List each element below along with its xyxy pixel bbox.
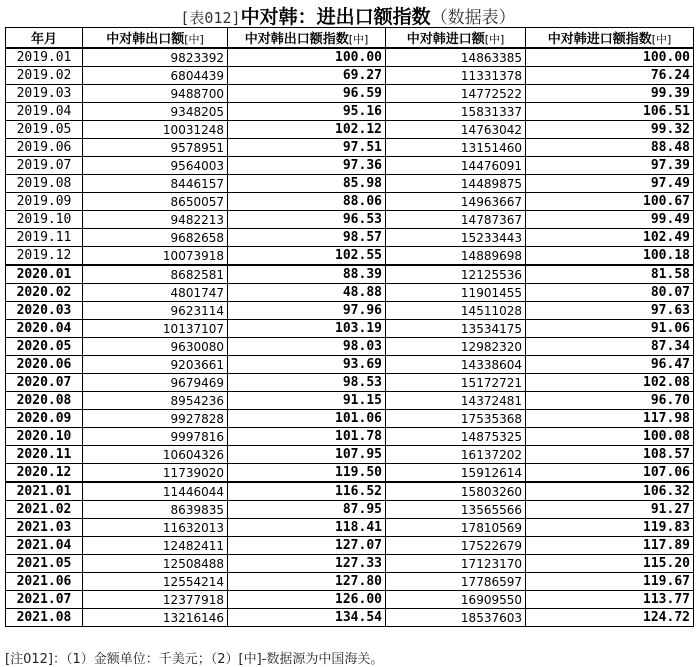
import-cell: 15172721 — [386, 374, 526, 392]
import-index-cell: 102.49 — [526, 229, 694, 247]
import-cell: 17786597 — [386, 573, 526, 591]
table-row — [6, 175, 694, 193]
month-cell: 2020.02 — [6, 284, 83, 302]
table-row — [6, 229, 694, 247]
import-index-cell: 107.06 — [526, 464, 694, 483]
month-cell: 2021.02 — [6, 501, 83, 519]
export-cell: 6804439 — [83, 67, 228, 85]
import-cell: 15912614 — [386, 464, 526, 483]
month-cell: 2021.04 — [6, 537, 83, 555]
import-cell: 14963667 — [386, 193, 526, 211]
import-index-cell: 113.77 — [526, 591, 694, 609]
import-cell: 14772522 — [386, 85, 526, 103]
import-index-cell: 91.06 — [526, 320, 694, 338]
month-cell: 2021.01 — [6, 482, 83, 501]
import-index-cell: 102.08 — [526, 374, 694, 392]
import-cell: 14787367 — [386, 211, 526, 229]
export-index-cell: 87.95 — [228, 501, 386, 519]
import-cell: 13565566 — [386, 501, 526, 519]
import-cell: 12125536 — [386, 265, 526, 284]
import-cell: 16137202 — [386, 446, 526, 464]
import-index-cell: 117.98 — [526, 410, 694, 428]
month-cell: 2019.06 — [6, 139, 83, 157]
import-cell: 11331378 — [386, 67, 526, 85]
export-cell: 8639835 — [83, 501, 228, 519]
table-row — [6, 211, 694, 229]
table-row — [6, 48, 694, 67]
month-cell: 2019.08 — [6, 175, 83, 193]
month-cell: 2020.10 — [6, 428, 83, 446]
export-index-cell: 93.69 — [228, 356, 386, 374]
import-index-cell: 99.32 — [526, 121, 694, 139]
import-cell: 14338604 — [386, 356, 526, 374]
export-index-cell: 91.15 — [228, 392, 386, 410]
month-cell: 2020.01 — [6, 265, 83, 284]
header-export: 中对韩出口额[中] — [83, 28, 228, 49]
export-index-cell: 97.96 — [228, 302, 386, 320]
month-cell: 2021.05 — [6, 555, 83, 573]
month-cell: 2019.07 — [6, 157, 83, 175]
month-cell: 2019.12 — [6, 247, 83, 266]
import-cell: 14863385 — [386, 48, 526, 67]
import-cell: 14763042 — [386, 121, 526, 139]
import-index-cell: 87.34 — [526, 338, 694, 356]
export-cell: 11446044 — [83, 482, 228, 501]
export-index-cell: 88.39 — [228, 265, 386, 284]
export-index-cell: 48.88 — [228, 284, 386, 302]
table-row — [6, 555, 694, 573]
import-index-cell: 76.24 — [526, 67, 694, 85]
import-index-cell: 106.51 — [526, 103, 694, 121]
table-row — [6, 446, 694, 464]
month-cell: 2019.03 — [6, 85, 83, 103]
export-cell: 4801747 — [83, 284, 228, 302]
month-cell: 2021.06 — [6, 573, 83, 591]
table-row — [6, 193, 694, 211]
table-row — [6, 464, 694, 483]
export-index-cell: 97.36 — [228, 157, 386, 175]
import-cell: 11901455 — [386, 284, 526, 302]
import-index-cell: 108.57 — [526, 446, 694, 464]
import-cell: 13534175 — [386, 320, 526, 338]
export-cell: 10031248 — [83, 121, 228, 139]
table-body — [6, 48, 694, 627]
export-index-cell: 127.80 — [228, 573, 386, 591]
export-cell: 9927828 — [83, 410, 228, 428]
month-cell: 2020.11 — [6, 446, 83, 464]
table-row — [6, 392, 694, 410]
export-index-cell: 95.16 — [228, 103, 386, 121]
export-index-cell: 98.03 — [228, 338, 386, 356]
month-cell: 2021.08 — [6, 609, 83, 627]
export-index-cell: 103.19 — [228, 320, 386, 338]
export-index-cell: 126.00 — [228, 591, 386, 609]
import-index-cell: 97.49 — [526, 175, 694, 193]
export-cell: 9679469 — [83, 374, 228, 392]
import-index-cell: 80.07 — [526, 284, 694, 302]
month-cell: 2019.05 — [6, 121, 83, 139]
import-index-cell: 96.70 — [526, 392, 694, 410]
import-cell: 15831337 — [386, 103, 526, 121]
export-index-cell: 116.52 — [228, 482, 386, 501]
import-index-cell: 100.00 — [526, 48, 694, 67]
import-cell: 13151460 — [386, 139, 526, 157]
import-index-cell: 91.27 — [526, 501, 694, 519]
export-index-cell: 96.59 — [228, 85, 386, 103]
table-row — [6, 103, 694, 121]
export-index-cell: 96.53 — [228, 211, 386, 229]
month-cell: 2020.12 — [6, 464, 83, 483]
export-cell: 9823392 — [83, 48, 228, 67]
month-cell: 2019.10 — [6, 211, 83, 229]
table-row — [6, 482, 694, 501]
export-index-cell: 102.12 — [228, 121, 386, 139]
export-index-cell: 69.27 — [228, 67, 386, 85]
import-cell: 14889698 — [386, 247, 526, 266]
export-index-cell: 134.54 — [228, 609, 386, 627]
month-cell: 2020.06 — [6, 356, 83, 374]
table-row — [6, 139, 694, 157]
export-cell: 12554214 — [83, 573, 228, 591]
month-cell: 2019.02 — [6, 67, 83, 85]
export-cell: 10604326 — [83, 446, 228, 464]
header-import: 中对韩进口额[中] — [386, 28, 526, 49]
export-index-cell: 101.78 — [228, 428, 386, 446]
import-index-cell: 124.72 — [526, 609, 694, 627]
month-cell: 2020.08 — [6, 392, 83, 410]
export-index-cell: 102.55 — [228, 247, 386, 266]
export-index-cell: 100.00 — [228, 48, 386, 67]
export-cell: 9578951 — [83, 139, 228, 157]
month-cell: 2020.03 — [6, 302, 83, 320]
header-export-index: 中对韩出口额指数[中] — [228, 28, 386, 49]
table-row — [6, 302, 694, 320]
month-cell: 2020.04 — [6, 320, 83, 338]
import-cell: 17535368 — [386, 410, 526, 428]
month-cell: 2019.01 — [6, 48, 83, 67]
export-cell: 9564003 — [83, 157, 228, 175]
month-cell: 2020.09 — [6, 410, 83, 428]
export-cell: 10137107 — [83, 320, 228, 338]
export-cell: 12377918 — [83, 591, 228, 609]
export-index-cell: 127.33 — [228, 555, 386, 573]
export-index-cell: 127.07 — [228, 537, 386, 555]
table-row — [6, 265, 694, 284]
export-cell: 12482411 — [83, 537, 228, 555]
table-main-title: 中对韩：进出口额指数 — [240, 6, 431, 28]
header-import-index: 中对韩进口额指数[中] — [526, 28, 694, 49]
import-index-cell: 97.63 — [526, 302, 694, 320]
import-cell: 15233443 — [386, 229, 526, 247]
table-row — [6, 573, 694, 591]
import-cell: 14372481 — [386, 392, 526, 410]
table-row — [6, 121, 694, 139]
table-tag: [表012] — [180, 9, 241, 27]
export-cell: 11632013 — [83, 519, 228, 537]
month-cell: 2019.04 — [6, 103, 83, 121]
table-row — [6, 501, 694, 519]
export-index-cell: 85.98 — [228, 175, 386, 193]
table-row — [6, 247, 694, 266]
export-index-cell: 88.06 — [228, 193, 386, 211]
month-cell: 2020.07 — [6, 374, 83, 392]
export-cell: 10073918 — [83, 247, 228, 266]
export-index-cell: 98.53 — [228, 374, 386, 392]
import-index-cell: 81.58 — [526, 265, 694, 284]
export-cell: 9630080 — [83, 338, 228, 356]
table-subtitle: （数据表） — [430, 8, 516, 28]
import-cell: 14875325 — [386, 428, 526, 446]
trade-index-table — [5, 27, 694, 627]
import-index-cell: 96.47 — [526, 356, 694, 374]
import-index-cell: 100.18 — [526, 247, 694, 266]
export-cell: 11739020 — [83, 464, 228, 483]
table-row — [6, 157, 694, 175]
import-index-cell: 119.83 — [526, 519, 694, 537]
import-index-cell: 100.08 — [526, 428, 694, 446]
table-row — [6, 85, 694, 103]
export-index-cell: 119.50 — [228, 464, 386, 483]
import-cell: 17123170 — [386, 555, 526, 573]
table-title — [0, 2, 696, 26]
import-cell: 15803260 — [386, 482, 526, 501]
import-index-cell: 97.39 — [526, 157, 694, 175]
month-cell: 2021.07 — [6, 591, 83, 609]
export-index-cell: 101.06 — [228, 410, 386, 428]
table-row — [6, 67, 694, 85]
import-index-cell: 99.49 — [526, 211, 694, 229]
month-cell: 2019.11 — [6, 229, 83, 247]
export-cell: 9997816 — [83, 428, 228, 446]
table-row — [6, 537, 694, 555]
header-month: 年月 — [6, 28, 83, 49]
import-cell: 14476091 — [386, 157, 526, 175]
header-row — [6, 28, 694, 49]
export-cell: 9203661 — [83, 356, 228, 374]
export-cell: 8446157 — [83, 175, 228, 193]
month-cell: 2019.09 — [6, 193, 83, 211]
import-cell: 14511028 — [386, 302, 526, 320]
export-cell: 12508488 — [83, 555, 228, 573]
month-cell: 2020.05 — [6, 338, 83, 356]
export-cell: 9488700 — [83, 85, 228, 103]
import-cell: 18537603 — [386, 609, 526, 627]
table-row — [6, 609, 694, 627]
table-row — [6, 338, 694, 356]
import-index-cell: 99.39 — [526, 85, 694, 103]
export-cell: 8954236 — [83, 392, 228, 410]
table-row — [6, 374, 694, 392]
export-cell: 9348205 — [83, 103, 228, 121]
import-index-cell: 100.67 — [526, 193, 694, 211]
export-cell: 8650057 — [83, 193, 228, 211]
import-index-cell: 88.48 — [526, 139, 694, 157]
export-cell: 9682658 — [83, 229, 228, 247]
import-index-cell: 115.20 — [526, 555, 694, 573]
import-cell: 17522679 — [386, 537, 526, 555]
table-row — [6, 320, 694, 338]
export-index-cell: 107.95 — [228, 446, 386, 464]
table-row — [6, 410, 694, 428]
export-index-cell: 97.51 — [228, 139, 386, 157]
export-cell: 9482213 — [83, 211, 228, 229]
export-cell: 8682581 — [83, 265, 228, 284]
import-cell: 17810569 — [386, 519, 526, 537]
import-cell: 14489875 — [386, 175, 526, 193]
export-cell: 9623114 — [83, 302, 228, 320]
table-row — [6, 356, 694, 374]
import-index-cell: 117.89 — [526, 537, 694, 555]
month-cell: 2021.03 — [6, 519, 83, 537]
table-row — [6, 519, 694, 537]
import-cell: 16909550 — [386, 591, 526, 609]
import-index-cell: 106.32 — [526, 482, 694, 501]
footnote: [注012]：（1）金额单位：千美元；（2）[中]-数据源为中国海关。 — [5, 652, 384, 667]
export-cell: 13216146 — [83, 609, 228, 627]
table-row — [6, 591, 694, 609]
export-index-cell: 118.41 — [228, 519, 386, 537]
import-index-cell: 119.67 — [526, 573, 694, 591]
export-index-cell: 98.57 — [228, 229, 386, 247]
table-row — [6, 428, 694, 446]
import-cell: 12982320 — [386, 338, 526, 356]
table-row — [6, 284, 694, 302]
